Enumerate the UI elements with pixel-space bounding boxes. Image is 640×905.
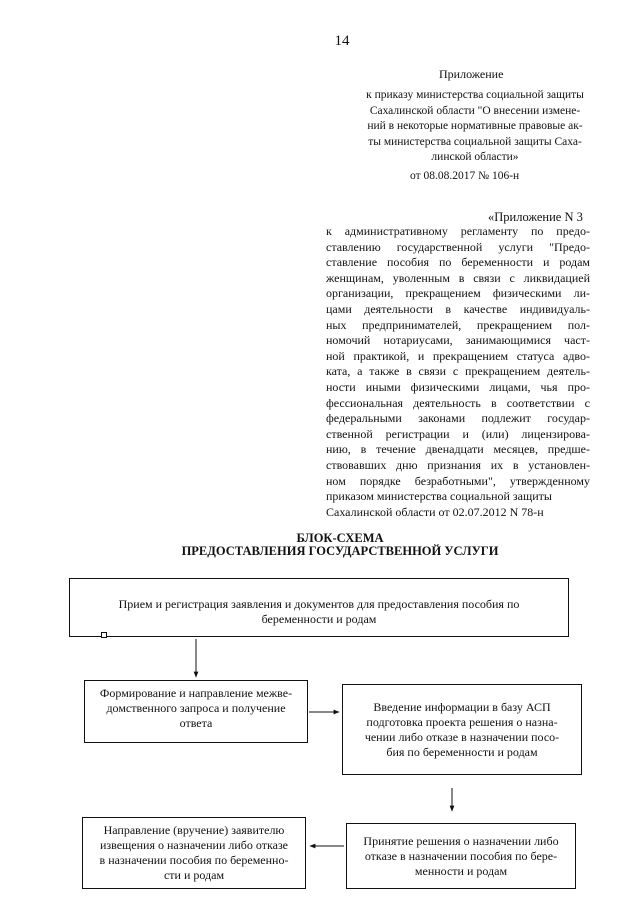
annex-body-line: ний в некоторые нормативные правовые ак- — [367, 120, 583, 132]
flow-box-text: подготовка проекта решения о назна- — [366, 714, 558, 729]
annex3-line: ката, а также в связи с прекращением деятель- — [326, 364, 590, 379]
annex3-line: ствовавших дню признания их в установлен- — [326, 457, 590, 472]
annex-body-line: к приказу министерства социальной защиты — [366, 89, 584, 101]
flow-box-text: бия по беременности и родам — [386, 744, 538, 759]
annex3-line: фессиональная деятельность в соответствии с — [326, 395, 590, 410]
flow-box-text: беременности и родам — [261, 612, 377, 626]
flow-box-reception — [69, 578, 569, 637]
annex3-line: женщинам, уволенным в связи с ликвидацией — [326, 270, 590, 285]
scheme-title-line1: БЛОК-СХЕМА — [296, 531, 384, 545]
flow-box-text: чении либо отказе в назначении посо- — [364, 729, 560, 744]
annex3-line: приказом министерства социальной защиты — [326, 489, 552, 504]
annex3-line: ственной регистрации и (или) лицензирова- — [326, 426, 590, 441]
annex3-line: Сахалинской области от 02.07.2012 N 78-н — [326, 504, 544, 519]
flow-box-text: домственного запроса и получение — [106, 701, 286, 715]
annex3-line: ставлению государственной услуги "Предо- — [326, 239, 590, 254]
annex3-line: ставление пособия по беременности и родам — [326, 255, 590, 270]
annex-body-line: ты министерства социальной защиты Саха- — [368, 135, 582, 148]
flow-box-text: менности и родам — [414, 863, 508, 878]
flow-box-text: Прием и регистрация заявления и документов для предоставления пособия по — [118, 597, 520, 611]
flow-box-interagency-request — [84, 680, 308, 743]
annex3-line: организации, прекращением физическими ли- — [326, 286, 590, 301]
annex3-line: ном порядке безработными", утвержденному — [326, 473, 590, 488]
annex-title: Приложение — [439, 67, 504, 81]
flow-box-text: Принятие решения о назначении либо — [363, 833, 559, 848]
annex3-line: номочий нотариусами, занимающимися част- — [326, 333, 590, 348]
flow-box-data-entry — [342, 684, 582, 775]
flow-box-notification — [82, 817, 306, 889]
flow-box-text: Введение информации в базу АСП — [373, 699, 551, 714]
annex3-line: нию, в течение двенадцати месяцев, предше- — [326, 442, 590, 457]
annex-body-line: Сахалинской области "О внесении измене- — [369, 104, 581, 117]
annex3-line: федеральными законами подлежит государ- — [326, 411, 590, 426]
flow-box-text: Направление (вручение) заявителю — [103, 823, 285, 837]
annex3-line: к административному регламенту по предо- — [326, 224, 590, 238]
flow-box-text: отказе в назначении пособия по бере- — [364, 848, 558, 863]
flow-box-text: в назначении пособия по беременно- — [99, 853, 289, 867]
connector-mark — [101, 632, 107, 638]
annex3-line: ности иными физическими лицами, чья про- — [326, 379, 590, 394]
annex-date: от 08.08.2017 № 106-н — [410, 170, 520, 182]
flow-box-text: извещения о назначении либо отказе — [99, 838, 289, 852]
annex3-title: «Приложение N 3 — [488, 210, 583, 224]
scheme-title-line2: ПРЕДОСТАВЛЕНИЯ ГОСУДАРСТВЕННОЙ УСЛУГИ — [181, 544, 499, 558]
annex3-line: ной практикой, и прекращением статуса адво- — [326, 348, 590, 363]
flow-box-text: Формирование и направление межве- — [99, 686, 293, 700]
flow-box-text: ответа — [179, 716, 213, 730]
flow-box-text: сти и родам — [163, 868, 225, 882]
annex3-line: цами деятельности в качестве индивидуаль- — [326, 301, 590, 316]
annex3-line: ных предпринимателей, прекращением пол- — [326, 317, 590, 332]
flow-box-decision — [346, 823, 576, 889]
page-number: 14 — [334, 33, 350, 49]
annex-body-line: линской области» — [431, 151, 519, 163]
